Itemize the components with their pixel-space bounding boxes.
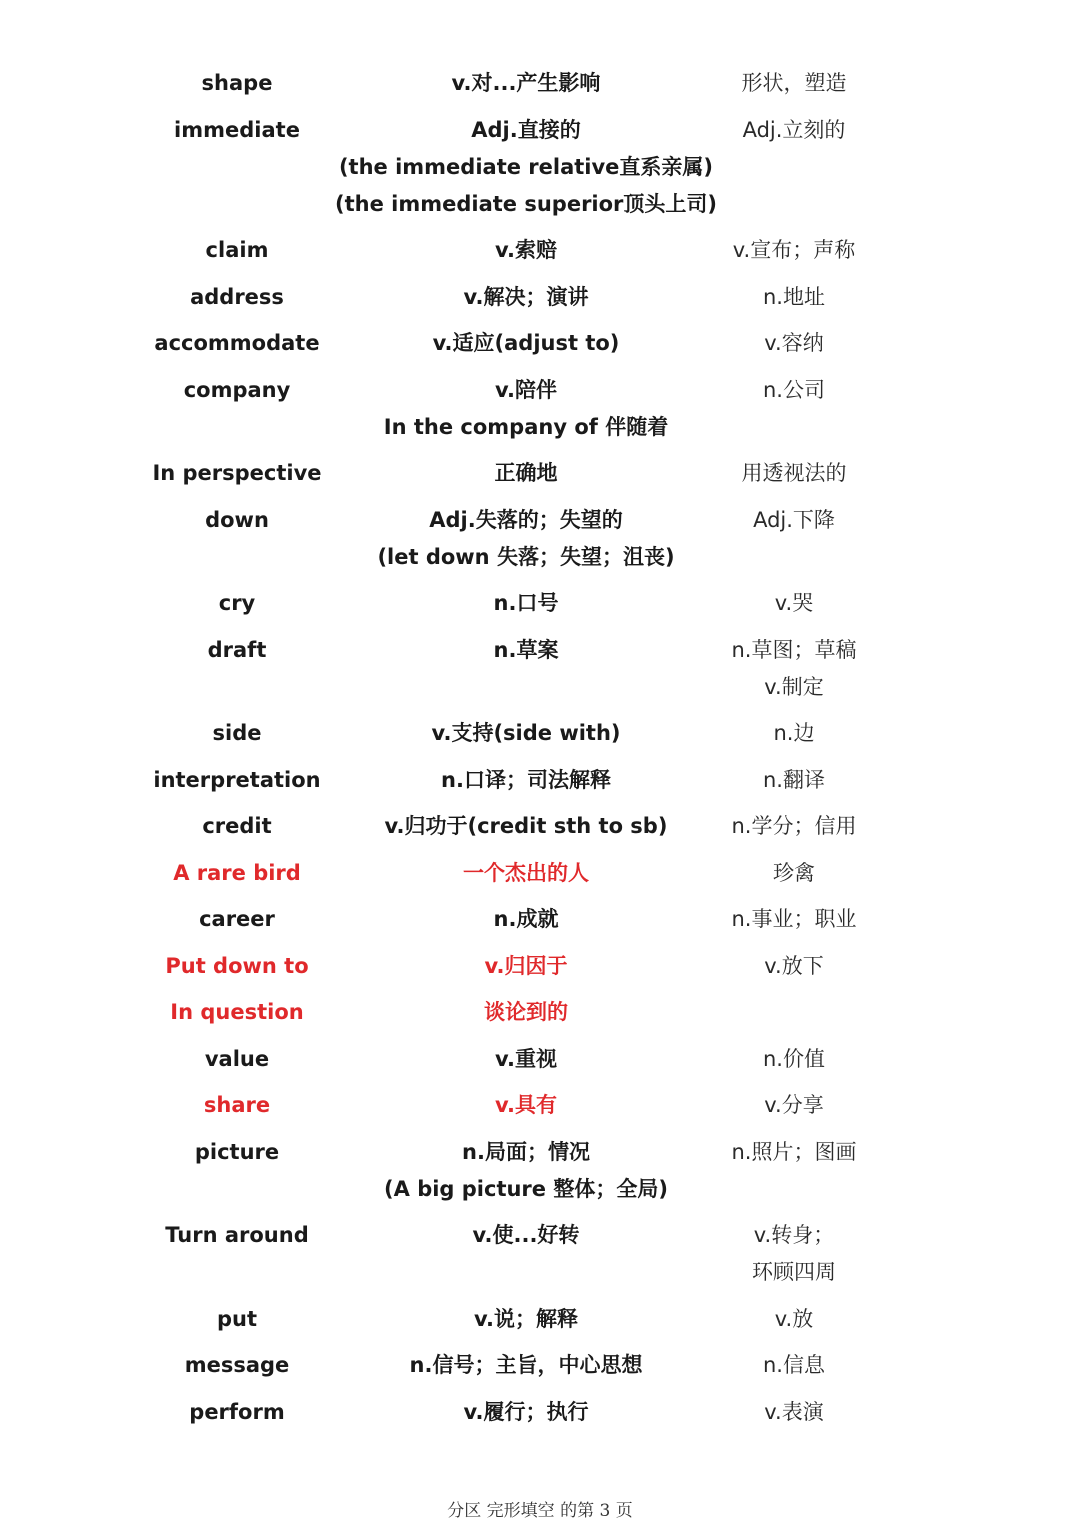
common-line: n.地址 bbox=[763, 284, 825, 309]
common-line: n.信息 bbox=[763, 1353, 825, 1377]
meaning-line: v.对...产生影响 bbox=[451, 71, 601, 95]
vocab-word: immediate bbox=[174, 117, 300, 142]
common-line: n.边 bbox=[773, 721, 815, 745]
common-meaning bbox=[694, 632, 894, 706]
common-line: n.学分；信用 bbox=[731, 814, 857, 838]
common-meaning bbox=[694, 1217, 894, 1291]
special-meaning bbox=[316, 1301, 736, 1338]
common-meaning bbox=[694, 232, 894, 269]
special-meaning bbox=[316, 455, 736, 492]
vocab-word: claim bbox=[205, 238, 269, 262]
vocab-word: message bbox=[184, 1353, 290, 1377]
common-meaning bbox=[694, 455, 894, 492]
common-line: 环顾四周 bbox=[752, 1260, 836, 1284]
vocab-word: perform bbox=[189, 1399, 285, 1424]
meaning-line: (the immediate superior顶头上司) bbox=[335, 191, 717, 216]
common-meaning bbox=[694, 372, 894, 409]
common-line: n.照片；图画 bbox=[731, 1139, 857, 1164]
common-meaning bbox=[694, 1394, 894, 1431]
meaning-line: 正确地 bbox=[494, 461, 558, 485]
common-meaning bbox=[694, 502, 894, 539]
special-meaning bbox=[316, 808, 736, 845]
vocab-word: In question bbox=[170, 1000, 304, 1024]
special-meaning bbox=[316, 279, 736, 316]
special-meaning bbox=[316, 1394, 736, 1431]
special-meaning bbox=[316, 855, 736, 892]
common-line: v.放下 bbox=[764, 953, 824, 978]
meaning-line: Adj.失落的；失望的 bbox=[429, 507, 623, 532]
meaning-line: v.重视 bbox=[495, 1046, 557, 1071]
meaning-line: n.草案 bbox=[493, 637, 559, 662]
common-meaning bbox=[694, 855, 894, 892]
vocab-word: side bbox=[212, 721, 262, 745]
meaning-line: n.局面；情况 bbox=[462, 1139, 590, 1164]
special-meaning bbox=[316, 372, 736, 446]
meaning-line: In the company of 伴随着 bbox=[383, 414, 669, 439]
vocab-word: cry bbox=[218, 591, 256, 615]
page-footer: 分区 完形填空 的第 3 页 bbox=[447, 1501, 633, 1521]
vocab-word: interpretation bbox=[153, 767, 321, 792]
vocab-word: draft bbox=[207, 637, 267, 662]
meaning-line: (A big picture 整体；全局) bbox=[384, 1176, 668, 1201]
common-meaning bbox=[694, 1134, 894, 1171]
common-meaning bbox=[694, 1301, 894, 1338]
common-line: n.草图；草稿 bbox=[731, 637, 857, 662]
meaning-line: 一个杰出的人 bbox=[463, 860, 589, 885]
meaning-line: v.索赔 bbox=[495, 238, 557, 262]
meaning-line: v.支持(side with) bbox=[431, 721, 621, 745]
common-line: n.价值 bbox=[763, 1046, 825, 1071]
common-meaning bbox=[694, 1347, 894, 1384]
common-line: n.翻译 bbox=[763, 767, 825, 792]
special-meaning bbox=[316, 65, 736, 102]
special-meaning bbox=[316, 715, 736, 752]
common-line: 珍禽 bbox=[773, 860, 815, 885]
common-line: n.事业；职业 bbox=[731, 907, 857, 931]
vocab-word: Put down to bbox=[165, 953, 309, 978]
common-meaning bbox=[694, 279, 894, 316]
common-line: Adj.下降 bbox=[753, 507, 835, 532]
meaning-line: n.信号；主旨，中心思想 bbox=[409, 1353, 643, 1377]
common-line: v.制定 bbox=[764, 674, 824, 699]
common-meaning bbox=[694, 585, 894, 622]
special-meaning bbox=[316, 762, 736, 799]
meaning-line: v.解决；演讲 bbox=[463, 284, 589, 309]
vocab-word: down bbox=[205, 507, 269, 532]
special-meaning bbox=[316, 901, 736, 938]
common-meaning bbox=[694, 325, 894, 362]
common-meaning bbox=[694, 112, 894, 149]
vocab-word: shape bbox=[201, 71, 273, 95]
common-line: v.宣布；声称 bbox=[732, 238, 856, 262]
meaning-line: Adj.直接的 bbox=[471, 117, 581, 142]
common-line: v.分享 bbox=[764, 1093, 824, 1117]
vocab-word: value bbox=[204, 1046, 270, 1071]
meaning-line: (the immediate relative直系亲属) bbox=[338, 154, 714, 179]
vocab-word: address bbox=[190, 284, 284, 309]
common-meaning bbox=[694, 901, 894, 938]
special-meaning bbox=[316, 1134, 736, 1208]
common-meaning bbox=[694, 65, 894, 102]
common-meaning bbox=[694, 1087, 894, 1124]
common-meaning bbox=[694, 762, 894, 799]
common-line: v.转身； bbox=[753, 1223, 835, 1247]
special-meaning bbox=[316, 502, 736, 576]
common-line: 形状，塑造 bbox=[741, 71, 847, 95]
meaning-line: v.归功于(credit sth to sb) bbox=[384, 814, 668, 838]
meaning-line: v.说；解释 bbox=[474, 1306, 578, 1331]
common-line: 用透视法的 bbox=[741, 461, 847, 485]
special-meaning bbox=[316, 585, 736, 622]
vocab-word: put bbox=[216, 1306, 258, 1331]
common-line: v.哭 bbox=[774, 591, 814, 615]
special-meaning bbox=[316, 1041, 736, 1078]
common-meaning bbox=[694, 808, 894, 845]
meaning-line: v.适应(adjust to) bbox=[432, 331, 620, 355]
meaning-line: n.口号 bbox=[493, 591, 559, 615]
special-meaning bbox=[316, 1087, 736, 1124]
meaning-line: 谈论到的 bbox=[484, 1000, 568, 1024]
vocab-word: In perspective bbox=[152, 461, 322, 485]
special-meaning bbox=[316, 632, 736, 669]
common-line: v.容纳 bbox=[764, 331, 824, 355]
common-meaning bbox=[694, 1041, 894, 1078]
common-line: Adj.立刻的 bbox=[742, 117, 846, 142]
meaning-line: n.口译；司法解释 bbox=[441, 767, 611, 792]
meaning-line: v.陪伴 bbox=[495, 377, 557, 402]
vocab-word: picture bbox=[194, 1139, 280, 1164]
special-meaning bbox=[316, 994, 736, 1031]
meaning-line: n.成就 bbox=[493, 907, 559, 931]
vocab-word: accommodate bbox=[154, 331, 320, 355]
special-meaning bbox=[316, 112, 736, 223]
common-meaning bbox=[694, 715, 894, 752]
special-meaning bbox=[316, 1347, 736, 1384]
special-meaning bbox=[316, 948, 736, 985]
special-meaning bbox=[316, 325, 736, 362]
vocab-word: career bbox=[199, 907, 275, 931]
special-meaning bbox=[316, 232, 736, 269]
common-meaning bbox=[694, 948, 894, 985]
meaning-line: v.归因于 bbox=[484, 953, 568, 978]
meaning-line: (let down 失落；失望；沮丧) bbox=[377, 544, 675, 569]
vocab-word: share bbox=[203, 1093, 271, 1117]
special-meaning bbox=[316, 1217, 736, 1254]
meaning-line: v.使...好转 bbox=[472, 1223, 580, 1247]
vocab-word: company bbox=[183, 377, 291, 402]
common-line: v.放 bbox=[774, 1306, 814, 1331]
vocab-word: A rare bird bbox=[173, 860, 301, 885]
vocab-word: Turn around bbox=[165, 1223, 309, 1247]
meaning-line: v.履行；执行 bbox=[463, 1399, 589, 1424]
common-line: n.公司 bbox=[763, 377, 825, 402]
vocab-word: credit bbox=[202, 814, 272, 838]
meaning-line: v.具有 bbox=[495, 1093, 557, 1117]
common-line: v.表演 bbox=[764, 1399, 824, 1424]
